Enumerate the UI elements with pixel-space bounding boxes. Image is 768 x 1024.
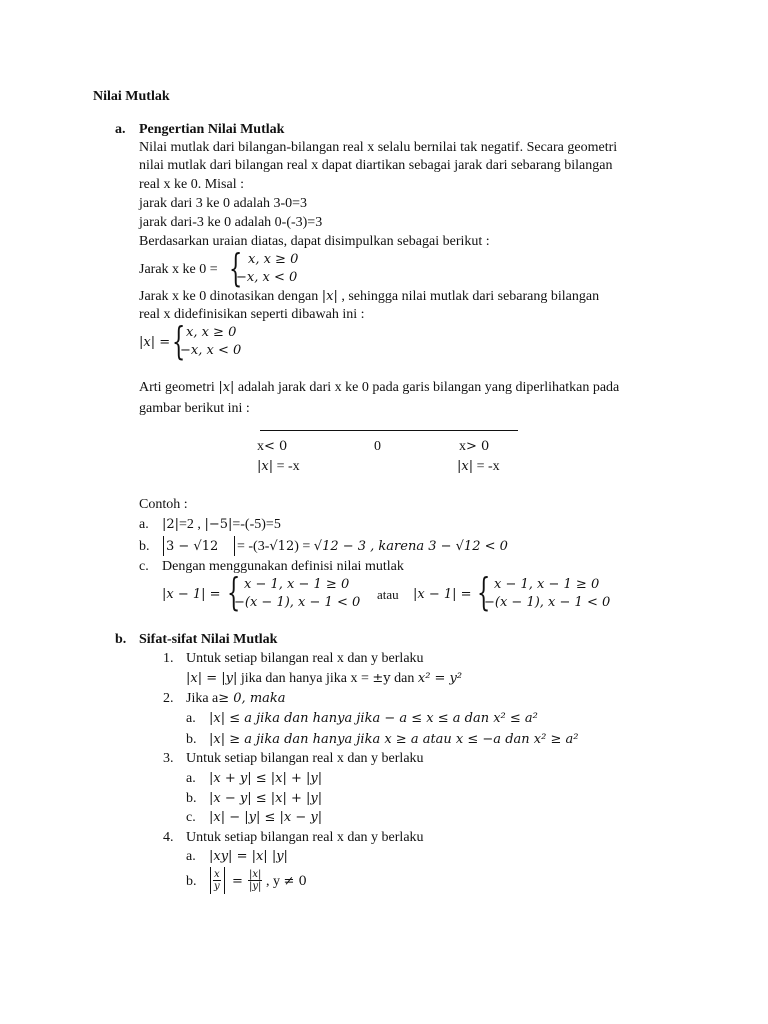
math-lhs: |x − 1| =: [162, 587, 221, 602]
math: |−5|: [204, 517, 233, 532]
property-text: Untuk setiap bilangan real x dan y berlaku: [186, 651, 424, 666]
case-top: x − 1, x − 1 ≥ 0: [244, 577, 350, 592]
math: |x|: [257, 459, 274, 474]
property-math: |xy| = |x| |y|: [209, 849, 288, 864]
list-marker: a.: [186, 849, 196, 864]
section-a-heading: Pengertian Nilai Mutlak: [139, 122, 285, 137]
condition: [266, 873, 307, 891]
list-marker: b.: [186, 874, 197, 889]
text: ) =: [294, 539, 311, 554]
text: jika dan hanya jika x =: [240, 671, 369, 686]
list-marker: a.: [186, 711, 196, 726]
paragraph-line: nilai mutlak dari bilangan real x dapat diartikan sebagai jarak dari sebarang bilangan: [139, 158, 613, 173]
paragraph-line: [139, 379, 619, 397]
math: √12: [269, 539, 295, 554]
case-top: x − 1, x − 1 ≥ 0: [494, 577, 600, 592]
list-marker: 4.: [163, 830, 174, 845]
jarak-label: Jarak x ke 0 =: [139, 262, 218, 277]
text: dan: [394, 671, 415, 686]
property-math: |x| − |y| ≤ |x − y|: [209, 810, 323, 825]
abs-bar: [210, 867, 211, 894]
equals: =: [232, 874, 243, 889]
paragraph-line: [139, 288, 599, 306]
list-marker: b.: [139, 539, 150, 554]
text: , y: [266, 874, 280, 889]
list-marker: a.: [186, 771, 196, 786]
paragraph-line: real x ke 0. Misal :: [139, 177, 244, 192]
math: x² = y²: [417, 671, 463, 686]
math: √12 − 3 , karena 3 − √12 < 0: [313, 539, 508, 554]
property-math: |x − y| ≤ |x| + |y|: [209, 791, 323, 806]
case-top: x, x ≥ 0: [248, 252, 299, 267]
text: , sehingga nilai mutlak dari sebarang bilangan: [341, 289, 600, 304]
text: Arti geometri: [139, 380, 215, 395]
paragraph-line: Nilai mutlak dari bilangan-bilangan real x selalu bernilai tak negatif. Secara geometri: [139, 140, 618, 155]
property-text: Untuk setiap bilangan real x dan y berlaku: [186, 830, 424, 845]
denominator: y: [213, 881, 220, 892]
math: > 0: [466, 439, 490, 454]
property-text: [186, 690, 286, 708]
abs-lhs: |x| =: [139, 335, 171, 350]
list-marker: 2.: [163, 691, 174, 706]
atau-text: atau: [377, 587, 399, 602]
left-brace: {: [172, 319, 186, 363]
text: Jika a: [186, 691, 219, 706]
text: = -(3-: [237, 539, 270, 554]
paragraph-line: jarak dari-3 ke 0 adalah 0-(-3)=3: [139, 215, 323, 230]
list-marker: b.: [186, 732, 197, 747]
contoh-label: Contoh :: [139, 497, 188, 512]
page-title: Nilai Mutlak: [93, 89, 170, 104]
text: Jarak x ke 0 dinotasikan dengan: [139, 289, 319, 304]
denominator: |y|: [249, 881, 262, 892]
example-b-text: [237, 538, 508, 556]
number-line: [260, 430, 518, 431]
number-line-label-left: [257, 438, 287, 456]
text: = -x: [273, 459, 300, 474]
example-c-text: Dengan menggunakan definisi nilai mutlak: [162, 559, 404, 574]
abs-bar: [234, 536, 235, 556]
math: |x| = |y|: [186, 671, 238, 686]
text: =-(-5)=5: [232, 517, 281, 532]
left-brace: {: [477, 570, 491, 614]
list-marker: a.: [139, 517, 149, 532]
abs-x: |x|: [218, 380, 235, 395]
text: =2 ,: [179, 517, 201, 532]
fraction: [213, 869, 221, 892]
paragraph-line: real x didefinisikan seperti dibawah ini :: [139, 307, 365, 322]
left-brace: {: [227, 570, 241, 614]
case-top: x, x ≥ 0: [186, 325, 237, 340]
list-marker: c.: [139, 559, 149, 574]
case-bottom: −(x − 1), x − 1 < 0: [234, 595, 361, 610]
math-lhs: |x − 1| =: [413, 587, 472, 602]
list-marker: b.: [186, 791, 197, 806]
case-bottom: −(x − 1), x − 1 < 0: [484, 595, 611, 610]
list-marker: 3.: [163, 751, 174, 766]
numerator: x: [214, 869, 220, 880]
math: < 0: [264, 439, 288, 454]
numerator: |x|: [249, 869, 262, 880]
abs-bar: [163, 536, 164, 556]
text: = -x: [473, 459, 500, 474]
math: |2|: [162, 517, 180, 532]
number-line-abs-left: [257, 458, 300, 476]
property-math: [186, 670, 462, 688]
case-bottom: −x, x < 0: [180, 343, 242, 358]
math: ±y: [372, 671, 391, 686]
section-b-heading: Sifat-sifat Nilai Mutlak: [139, 632, 278, 647]
property-math: |x + y| ≤ |x| + |y|: [209, 771, 323, 786]
math: 3 − √12: [166, 539, 219, 554]
number-line-zero: 0: [374, 439, 381, 454]
text: adalah jarak dari x ke 0 pada garis bilangan yang diperlihatkan pada: [237, 380, 620, 395]
math: ≥ 0, maka: [218, 691, 286, 706]
left-brace: {: [229, 246, 243, 290]
list-marker: 1.: [163, 651, 174, 666]
number-line-abs-right: [457, 458, 500, 476]
abs-x: |x|: [321, 289, 338, 304]
number-line-label-right: [459, 438, 489, 456]
math: |x|: [457, 459, 474, 474]
fraction: [248, 869, 262, 892]
paragraph-line: Berdasarkan uraian diatas, dapat disimpulkan sebagai berikut :: [139, 234, 490, 249]
text: x: [257, 439, 264, 454]
abs-bar: [224, 867, 225, 894]
paragraph-line: gambar berikut ini :: [139, 401, 250, 416]
list-marker: c.: [186, 810, 196, 825]
text: x: [459, 439, 466, 454]
paragraph-line: jarak dari 3 ke 0 adalah 3-0=3: [139, 196, 308, 211]
property-math: |x| ≤ a jika dan hanya jika − a ≤ x ≤ a dan x² ≤ a²: [209, 711, 538, 726]
math: ≠ 0: [283, 874, 307, 889]
property-text: Untuk setiap bilangan real x dan y berlaku: [186, 751, 424, 766]
section-b-marker: b.: [115, 632, 127, 647]
section-a-marker: a.: [115, 122, 126, 137]
example-a: [162, 516, 281, 534]
property-math: |x| ≥ a jika dan hanya jika x ≥ a atau x ≤ −a dan x² ≥ a²: [209, 732, 579, 747]
case-bottom: −x, x < 0: [236, 270, 298, 285]
